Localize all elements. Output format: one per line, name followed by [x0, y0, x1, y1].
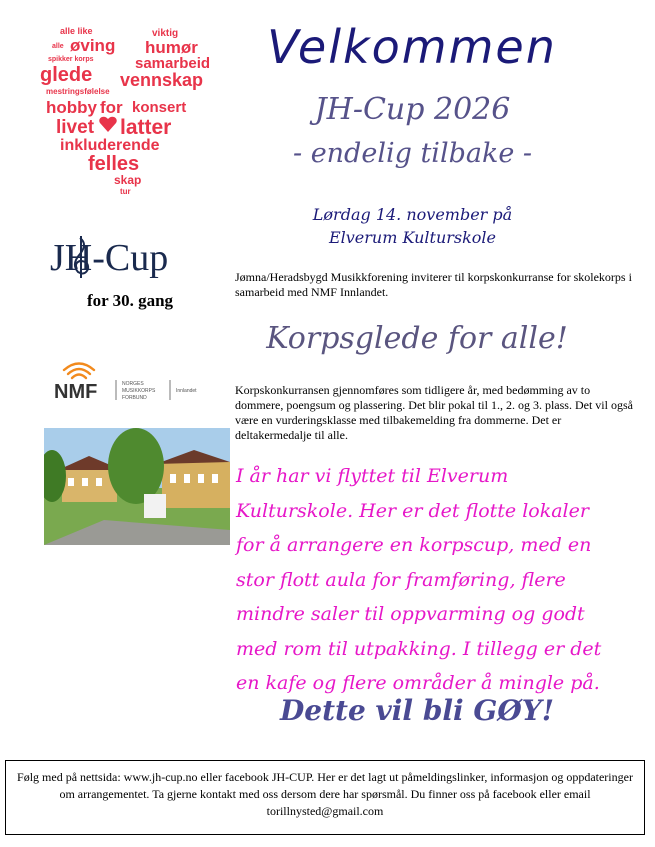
event-tagline: - endelig tilbake -	[292, 138, 533, 169]
event-venue-line: Elverum Kulturskole	[328, 228, 497, 247]
heart-word: viktig	[152, 28, 179, 39]
nmf-arc-icon	[64, 364, 94, 379]
heart-word: glede	[40, 64, 93, 86]
heart-word: spikker korps	[48, 56, 94, 63]
heart-word: inkluderende	[60, 137, 160, 154]
event-name: JH-Cup 2026	[314, 92, 511, 127]
heart-word: skap	[114, 173, 142, 187]
nmf-region: Innlandet	[176, 388, 197, 394]
venue-paragraph: I år har vi flyttet til Elverum Kulturskole. Her er det flotte lokaler for å arrangere en korpscup, med en stor flott aula for framføring, flere mindre saler til oppvarming og godt med rom til utpakking. I tillegg er det en kafe og flere områder å mingle på.	[236, 465, 602, 694]
jhcup-logo	[50, 230, 200, 282]
intro-paragraph: Jømna/Heradsbygd Musikkforening inviterer til korpskonkurranse for skolekorps i samarbeid med NMF Innlandet.	[235, 270, 632, 299]
heart-word: livet	[56, 117, 95, 138]
nmf-line: NORGES	[122, 381, 144, 387]
heart-word: felles	[88, 153, 140, 175]
page-title: Velkommen	[267, 20, 557, 74]
heart-word: mestringsfølelse	[46, 87, 110, 96]
heart-word: alle like	[60, 26, 93, 36]
heart-word: latter	[120, 116, 172, 139]
nmf-logo-text: NMF	[54, 381, 98, 403]
kulturskole-photo	[44, 428, 230, 545]
headline: Korpsglede for alle!	[266, 321, 568, 356]
nmf-line: FORBUND	[122, 395, 147, 401]
nmf-logo	[52, 358, 212, 408]
small-heart-icon	[99, 117, 116, 132]
event-date	[235, 203, 590, 249]
jhcup-logo-text: JH-Cup	[50, 237, 169, 279]
heart-word: hobby	[46, 98, 97, 117]
heart-word-cloud	[40, 18, 218, 196]
closing-line: Dette vil bli GØY!	[280, 694, 554, 727]
heart-word: samarbeid	[135, 55, 211, 72]
heart-word: tur	[120, 187, 131, 196]
details-paragraph: Korpskonkurransen gjennomføres som tidligere år, med bedømming av to dommere, poengsum og plassering. Det blir pokal til 1., 2. og 3. plass. Det vil også være en vurderingsklasse med tilbakemelding fra dommerne. Det er deltakermedalje til alle.	[235, 383, 633, 442]
heart-word: øving	[70, 36, 116, 55]
heart-word: for	[100, 98, 123, 117]
event-date-line: Lørdag 14. november på	[312, 205, 513, 224]
jh-anniversary-label: for 30. gang	[86, 291, 174, 310]
footer-info-box: Følg med på nettsida: www.jh-cup.no eller facebook JH-CUP. Her er det lagt ut påmeldingslinker, informasjon og oppdateringer om arrangementet. Ta gjerne kontakt med oss dersom dere har spørsmål. Du finner oss på facebook eller email torillnysted@gmail.com	[5, 760, 645, 835]
nmf-line: MUSIKKORPS	[122, 388, 156, 394]
heart-word: konsert	[132, 99, 187, 116]
heart-word: vennskap	[120, 70, 204, 90]
heart-word: humør	[145, 38, 198, 57]
heart-word: alle	[52, 43, 64, 50]
